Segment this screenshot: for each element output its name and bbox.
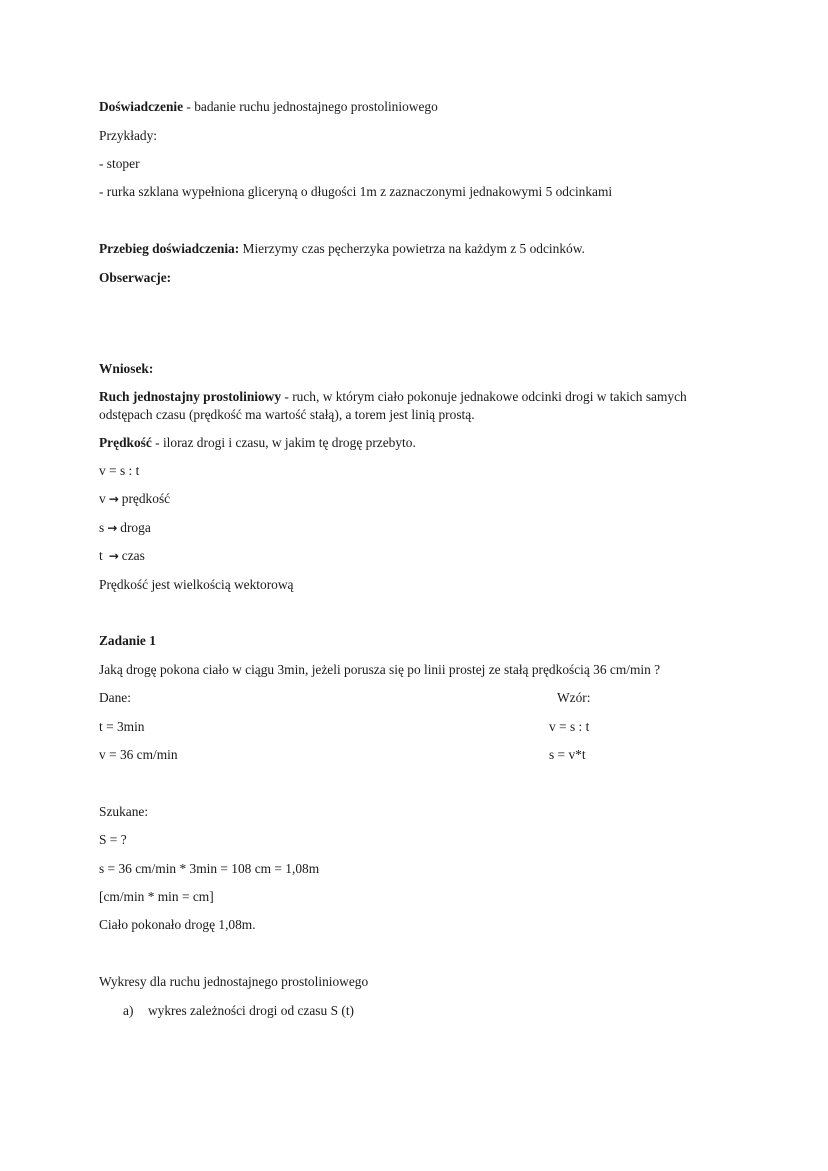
formula-distance: s = v*t [549, 747, 586, 762]
graph-item-distance-time: wykres zależności drogi od czasu S (t) [148, 1003, 354, 1018]
motion-text: - ruch, w którym ciało pokonuje jednakowe odcinki drogi w takich samych odstępach czasu (prędkość ma wartość stałą), a torem jest linią prostą. [99, 389, 687, 422]
sought-label: Szukane: [99, 804, 149, 819]
given-velocity: v = 36 cm/min [99, 747, 178, 762]
speed-text: - iloraz drogi i czasu, w jakim tę drogę przebyto. [151, 435, 416, 450]
symbol-v: v [99, 491, 106, 506]
formula-label: Wzór: [557, 690, 591, 705]
given-label: Dane: [99, 690, 131, 705]
speed-term: Prędkość [99, 435, 152, 450]
graphs-title: Wykresy dla ruchu jednostajnego prostoliniowego [99, 974, 369, 989]
meaning-distance: droga [120, 520, 151, 535]
task-answer: Ciało pokonało drogę 1,08m. [99, 917, 256, 932]
meaning-time: czas [121, 548, 145, 563]
definition-velocity [99, 490, 170, 508]
procedure-label: Przebieg doświadczenia: [99, 241, 240, 256]
arrow-right-icon: → [108, 549, 119, 563]
given-time: t = 3min [99, 719, 145, 734]
experiment-title: Doświadczenie [99, 99, 184, 114]
arrow-right-icon: → [107, 521, 118, 535]
list-marker: a) [123, 1003, 134, 1018]
observations-label: Obserwacje: [99, 270, 172, 285]
motion-definition [99, 388, 719, 424]
formula-speed: v = s : t [549, 719, 590, 734]
sought-value: S = ? [99, 832, 127, 847]
vector-note: Prędkość jest wielkością wektorową [99, 577, 294, 592]
speed-formula: v = s : t [99, 463, 140, 478]
unit-check: [cm/min * min = cm] [99, 889, 214, 904]
definition-time [99, 547, 145, 565]
experiment-description: - badanie ruchu jednostajnego prostoliniowego [183, 99, 438, 114]
examples-label: Przykłady: [99, 128, 158, 143]
motion-term: Ruch jednostajny prostoliniowy [99, 389, 282, 404]
symbol-t: t [99, 548, 103, 563]
meaning-velocity: prędkość [121, 491, 171, 506]
speed-definition [99, 434, 416, 452]
procedure-text: Mierzymy czas pęcherzyka powietrza na każdym z 5 odcinków. [239, 241, 585, 256]
procedure-paragraph [99, 240, 585, 258]
conclusion-label: Wniosek: [99, 361, 154, 376]
example-item-stopwatch: - stoper [99, 156, 140, 171]
experiment-heading [99, 98, 438, 116]
arrow-right-icon: → [108, 492, 119, 506]
calculation: s = 36 cm/min * 3min = 108 cm = 1,08m [99, 861, 320, 876]
task-question: Jaką drogę pokona ciało w ciągu 3min, jeżeli porusza się po linii prostej ze stałą prędkością 36 cm/min ? [99, 662, 661, 677]
example-item-tube: - rurka szklana wypełniona gliceryną o długości 1m z zaznaczonymi jednakowymi 5 odcinkami [99, 184, 613, 199]
definition-distance [99, 519, 151, 537]
task-title: Zadanie 1 [99, 633, 156, 648]
symbol-s: s [99, 520, 105, 535]
